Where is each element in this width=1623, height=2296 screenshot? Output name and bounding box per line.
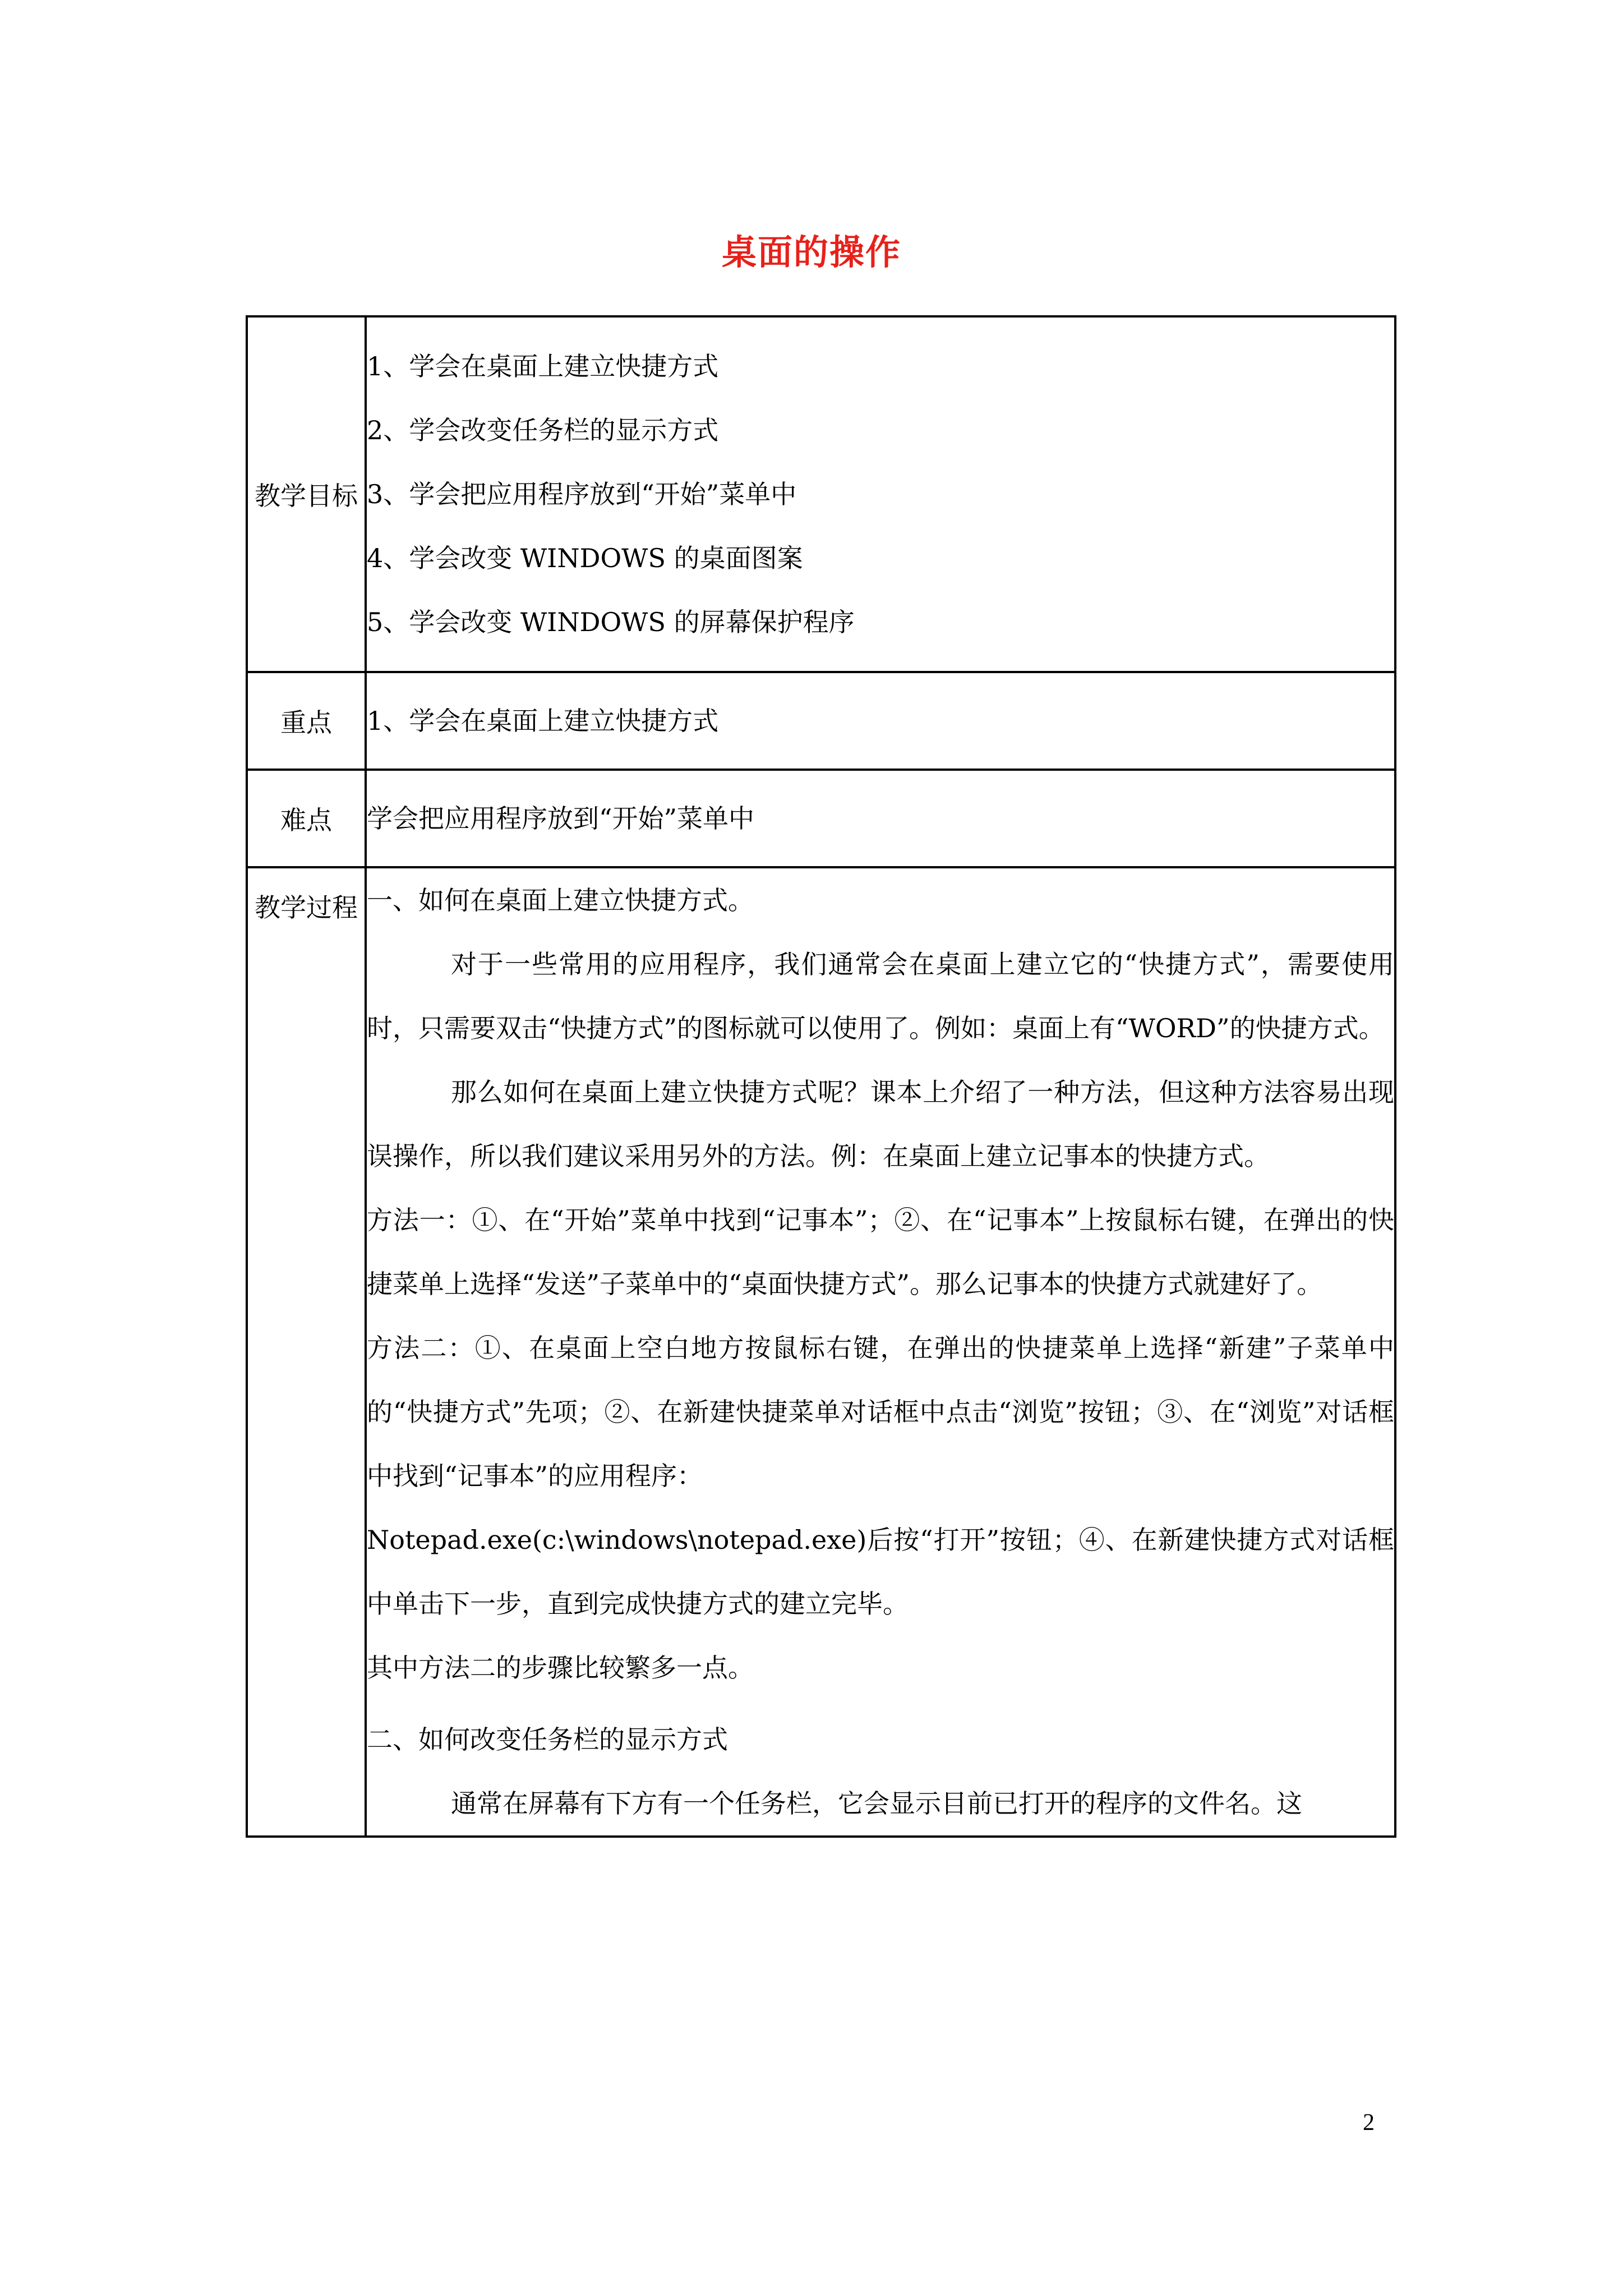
- label-difficulty: 难点: [247, 770, 366, 867]
- row-difficulty: [247, 770, 1395, 867]
- row-key-point: [247, 672, 1395, 770]
- page-title: 桌面的操作: [721, 232, 901, 273]
- paragraph: 对于一些常用的应用程序，我们通常会在桌面上建立它的“快捷方式”，需要使用时，只需要双击“快捷方式”的图标就可以使用了。例如：桌面上有“WORD”的快捷方式。: [367, 949, 1394, 1043]
- paragraph: 通常在屏幕有下方有一个任务栏，它会显示目前已打开的程序的文件名。这: [451, 1788, 1302, 1819]
- lesson-plan-table: [246, 315, 1396, 1838]
- method-two-continued: Notepad.exe(c:\windows\notepad.exe)后按“打开”按钮；④、在新建快捷方式对话框中单击下一步，直到完成快捷方式的建立完毕。: [367, 1525, 1394, 1619]
- method-one: 方法一：①、在“开始”菜单中找到“记事本”；②、在“记事本”上按鼠标右键，在弹出的快捷菜单上选择“发送”子菜单中的“桌面快捷方式”。那么记事本的快捷方式就建好了。: [367, 1205, 1394, 1299]
- row-teaching-process: [247, 867, 1395, 1837]
- summary-text: 其中方法二的步骤比较繁多一点。: [367, 1653, 754, 1683]
- key-point-text: 1、学会在桌面上建立快捷方式: [366, 672, 1395, 770]
- label-teaching-goals: 教学目标: [247, 316, 366, 672]
- goal-item: 5、学会改变 WINDOWS 的屏幕保护程序: [367, 607, 855, 637]
- goal-item: 1、学会在桌面上建立快捷方式: [367, 351, 719, 381]
- teaching-process-body: [366, 867, 1395, 1837]
- label-key-point: 重点: [247, 672, 366, 770]
- paragraph: 那么如何在桌面上建立快捷方式呢？课本上介绍了一种方法，但这种方法容易出现误操作，所以我们建议采用另外的方法。例：在桌面上建立记事本的快捷方式。: [367, 1077, 1394, 1171]
- section-heading: 二、如何改变任务栏的显示方式: [367, 1724, 728, 1755]
- row-teaching-goals: [247, 316, 1395, 672]
- goal-item: 3、学会把应用程序放到“开始”菜单中: [367, 479, 797, 509]
- label-teaching-process: 教学过程: [247, 867, 366, 1837]
- goal-item: 4、学会改变 WINDOWS 的桌面图案: [367, 543, 803, 573]
- section-heading: 一、如何在桌面上建立快捷方式。: [367, 885, 754, 915]
- goal-item: 2、学会改变任务栏的显示方式: [367, 415, 719, 445]
- method-two: 方法二：①、在桌面上空白地方按鼠标右键，在弹出的快捷菜单上选择“新建”子菜单中的“快捷方式”先项；②、在新建快捷菜单对话框中点击“浏览”按钮；③、在“浏览”对话框中找到“记事本”的应用程序：: [367, 1333, 1394, 1491]
- teaching-goals-list: [366, 316, 1395, 672]
- page-number: 2: [1363, 2110, 1375, 2136]
- difficulty-text: 学会把应用程序放到“开始”菜单中: [366, 770, 1395, 867]
